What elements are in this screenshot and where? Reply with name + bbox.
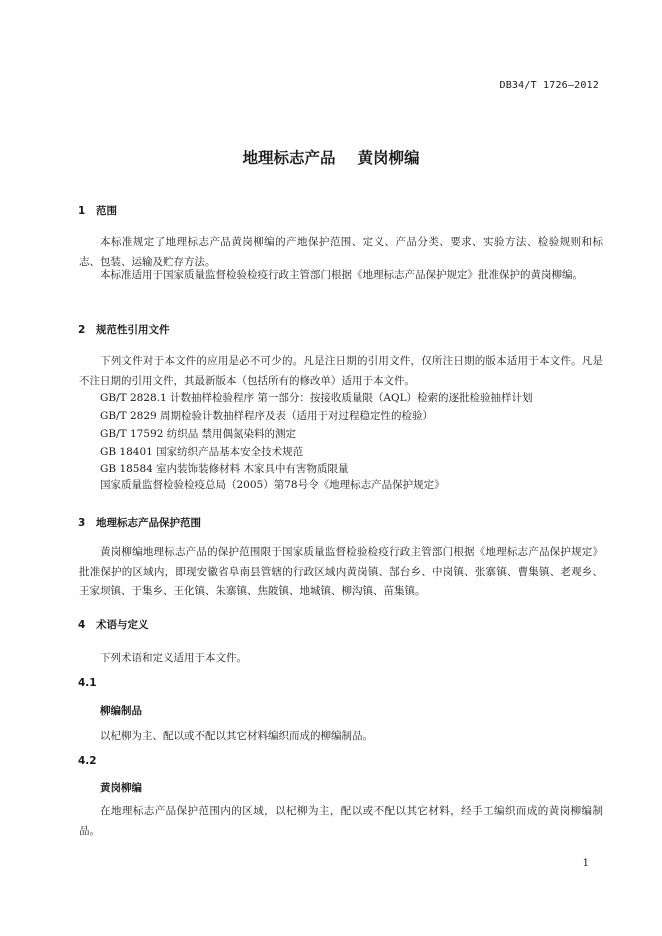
reference-item: GB/T 2829 周期检验计数抽样程序及表（适用于对过程稳定性的检验）: [100, 410, 434, 422]
section-number: 2: [78, 324, 86, 336]
title-part-1: 地理标志产品: [242, 149, 336, 167]
term-definition: 在地理标志产品保护范围内的区域，以杞柳为主，配以或不配以其它材料，经手工编织而成的黄岗柳编制品。: [79, 805, 603, 837]
reference-item: GB 18584 室内装饰装修材料 木家具中有害物质限量: [100, 463, 349, 475]
section-number: 4: [78, 619, 86, 631]
section-4-heading: [78, 617, 149, 632]
section-title: 范围: [96, 205, 117, 217]
title-part-2: 黄岗柳编: [357, 149, 420, 167]
reference-item: 国家质量监督检验检疫总局（2005）第78号令《地理标志产品保护规定》: [100, 479, 445, 491]
term-number: 4.2: [78, 755, 97, 767]
section-2-paragraph-1: 下列文件对于本文件的应用是必不可少的。凡是注日期的引用文件，仅所注日期的版本适用于本文件。凡是不注日期的引用文件，其最新版本（包括所有的修改单）适用于本文件。: [79, 355, 603, 387]
term-definition: 以杞柳为主、配以或不配以其它材料编织而成的柳编制品。: [100, 730, 373, 742]
reference-item: GB/T 2828.1 计数抽样检验程序 第一部分：按接收质量限（AQL）检索的逐批检验抽样计划: [100, 392, 533, 404]
section-3-paragraph-1: 黄岗柳编地理标志产品的保护范围限于国家质量监督检验检疫行政主管部门根据《地理标志产品保护规定》批准保护的区域内，即现安徽省阜南县管辖的行政区域内黄岗镇、郜台乡、中岗镇、张寨镇、曹集镇、老观乡、王家坝镇、于集乡、王化镇、朱寨镇、焦陂镇、地城镇、柳沟镇、苗集镇。: [79, 546, 603, 597]
section-1-paragraph-1: 本标准规定了地理标志产品黄岗柳编的产地保护范围、定义、产品分类、要求、实验方法、检验规则和标志、包装、运输及贮存方法。: [79, 236, 603, 268]
section-4-paragraph-1: 下列术语和定义适用于本文件。: [100, 652, 247, 664]
section-1-paragraph-2: 本标准适用于国家质量监督检验检疫行政主管部门根据《地理标志产品保护规定》批准保护的黄岗柳编。: [100, 269, 583, 281]
standard-code: DB34/T 1726—2012: [499, 80, 599, 91]
term-title: 柳编制品: [100, 705, 142, 717]
section-title: 规范性引用文件: [96, 324, 170, 336]
section-title: 地理标志产品保护范围: [96, 517, 201, 529]
section-title: 术语与定义: [96, 619, 149, 631]
term-title: 黄岗柳编: [100, 782, 142, 794]
reference-item: GB 18401 国家纺织产品基本安全技术规范: [100, 446, 304, 458]
section-2-heading: [78, 322, 170, 337]
document-title: [0, 146, 662, 168]
term-number: 4.1: [78, 677, 97, 689]
section-3-heading: [78, 515, 201, 530]
page-number: 1: [582, 858, 589, 869]
section-number: 3: [78, 517, 86, 529]
section-1-heading: [78, 203, 117, 218]
reference-item: GB/T 17592 纺织品 禁用偶氮染料的测定: [100, 428, 297, 440]
section-number: 1: [78, 205, 86, 217]
